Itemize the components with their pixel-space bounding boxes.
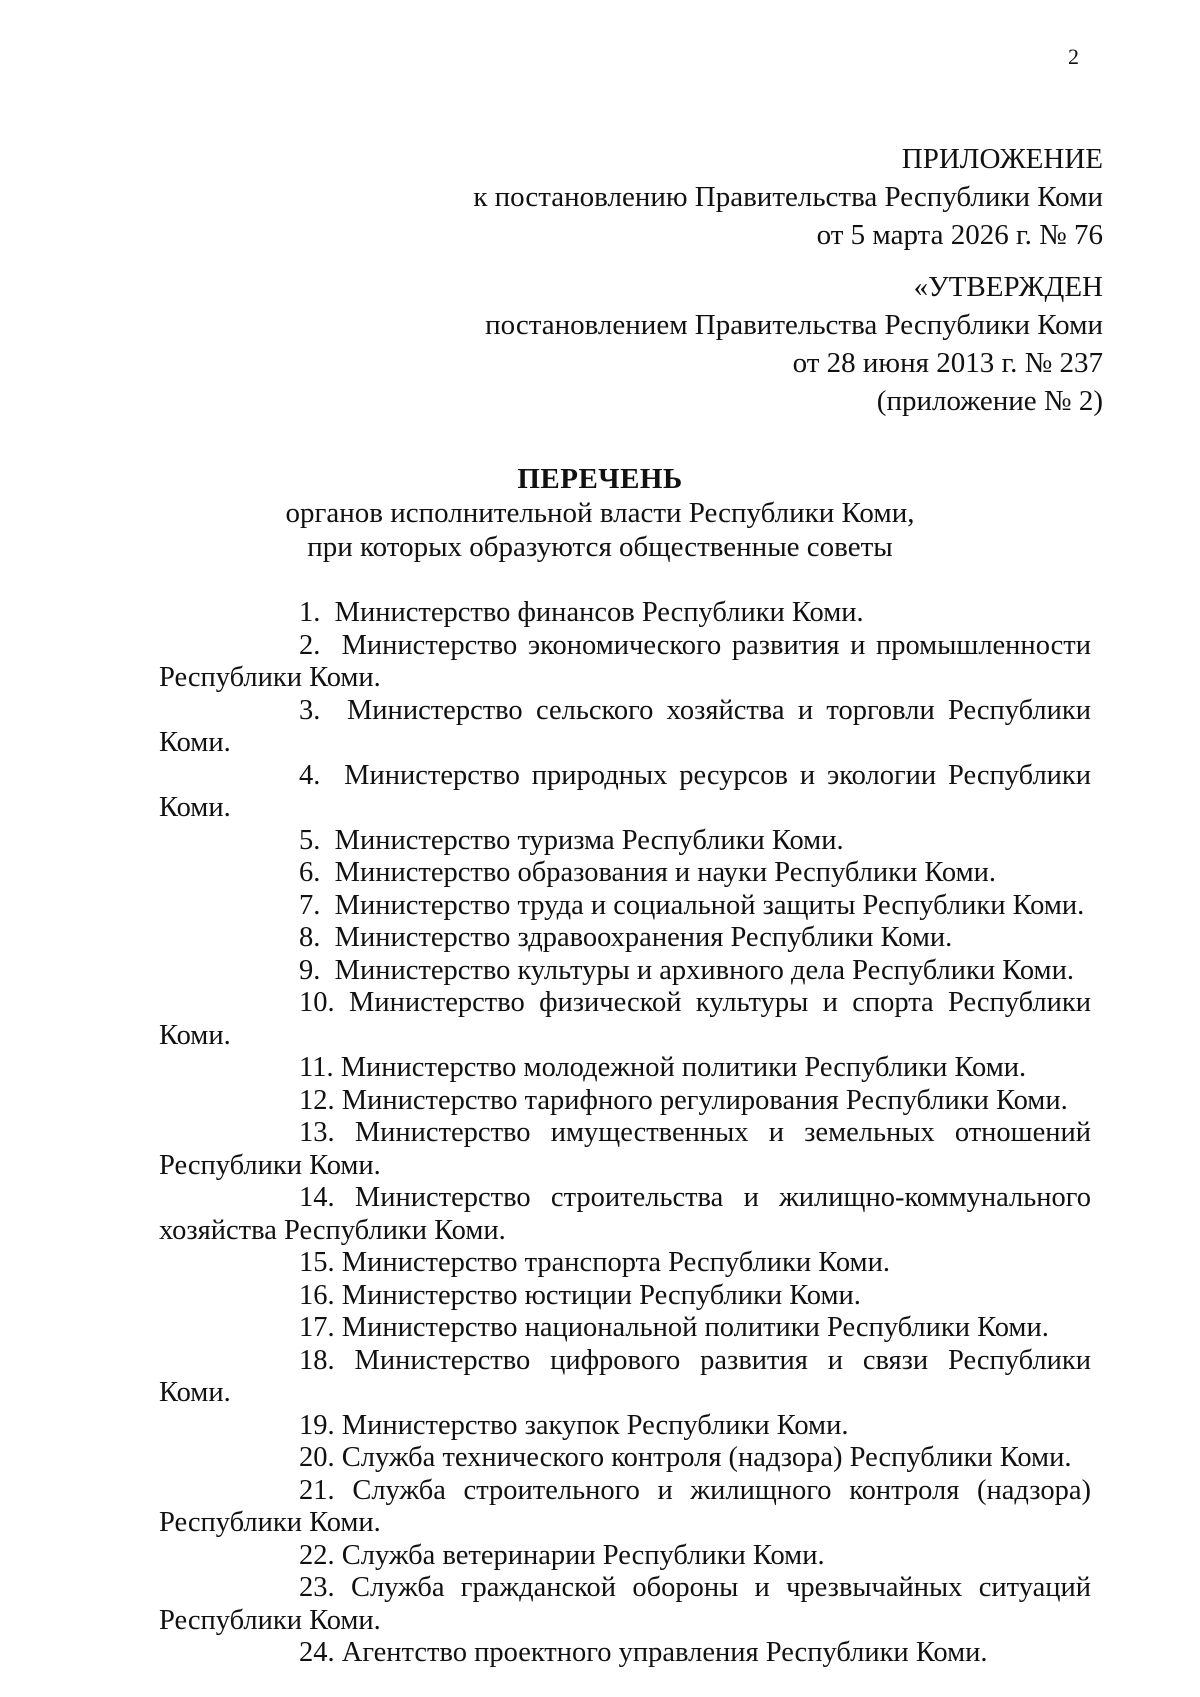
list-item bbox=[159, 1475, 1091, 1540]
list-item bbox=[159, 760, 1091, 825]
list-item bbox=[159, 630, 1091, 695]
list-item-number: 18. bbox=[299, 1344, 335, 1376]
list-item bbox=[159, 695, 1091, 760]
list-item bbox=[159, 1280, 1091, 1313]
list-item-text: Министерство молодежной политики Республики Коми. bbox=[340, 1052, 1027, 1083]
list-item-number: 8. bbox=[299, 922, 321, 953]
list-item-number: 14. bbox=[299, 1182, 335, 1213]
list-item-text: Министерство образования и науки Республики Коми. bbox=[334, 857, 997, 888]
list-item-number: 7. bbox=[299, 889, 321, 921]
heading-subtitle-1: органов исполнительной власти Республики Коми, bbox=[285, 497, 915, 529]
list-item bbox=[159, 597, 1091, 630]
list-item bbox=[159, 1052, 1091, 1085]
heading-title: ПЕРЕЧЕНЬ bbox=[517, 463, 683, 495]
list-item bbox=[159, 1540, 1091, 1573]
list-item bbox=[159, 922, 1091, 955]
list-item-text: Министерство строительства и жилищно-коммунального хозяйства Республики Коми. bbox=[159, 1182, 1091, 1246]
list-item-number: 16. bbox=[299, 1279, 335, 1311]
list-item-number: 3. bbox=[299, 694, 321, 726]
approved-title: «УТВЕРЖДЕН bbox=[913, 271, 1103, 303]
list-item-number: 6. bbox=[299, 857, 321, 888]
list-item-text: Министерство тарифного регулирования Республики Коми. bbox=[341, 1084, 1068, 1116]
list-item-text: Министерство труда и социальной защиты Республики Коми. bbox=[334, 889, 1085, 921]
annex-title: ПРИЛОЖЕНИЕ bbox=[901, 143, 1103, 175]
list-item-text: Служба ветеринарии Республики Коми. bbox=[341, 1539, 825, 1571]
annex-line-2: от 5 марта 2026 г. № 76 bbox=[816, 219, 1103, 251]
list-item-number: 1. bbox=[299, 597, 321, 628]
list-item bbox=[159, 1312, 1091, 1345]
list-item-text: Министерство юстиции Республики Коми. bbox=[341, 1279, 861, 1311]
heading-subtitle-2: при которых образуются общественные советы bbox=[307, 531, 893, 563]
list-item bbox=[159, 1182, 1091, 1247]
list-item-number: 17. bbox=[299, 1312, 335, 1343]
approved-line-3: (приложение № 2) bbox=[876, 385, 1103, 417]
list-item-text: Министерство культуры и архивного дела Республики Коми. bbox=[334, 954, 1074, 986]
list-item-text: Министерство сельского хозяйства и торговли Республики Коми. bbox=[159, 694, 1092, 758]
list-item-text: Министерство имущественных и земельных отношений Республики Коми. bbox=[159, 1117, 1092, 1181]
list-item-number: 12. bbox=[299, 1084, 335, 1116]
list-item bbox=[159, 1572, 1091, 1637]
list-item-number: 4. bbox=[299, 759, 321, 791]
list-item bbox=[159, 825, 1091, 858]
list-item-number: 5. bbox=[299, 824, 321, 856]
list-item-text: Министерство туризма Республики Коми. bbox=[334, 824, 844, 856]
approved-block bbox=[485, 268, 1103, 420]
list-item-text: Министерство закупок Республики Коми. bbox=[341, 1409, 849, 1441]
page-number: 2 bbox=[1068, 44, 1079, 69]
list-item-text: Агентство проектного управления Республики Коми. bbox=[341, 1637, 988, 1668]
list-item-text: Служба гражданской обороны и чрезвычайных ситуаций Республики Коми. bbox=[159, 1572, 1091, 1636]
list-item bbox=[159, 955, 1091, 988]
list-item bbox=[159, 1117, 1091, 1182]
list-item-number: 15. bbox=[299, 1247, 335, 1278]
list-item-number: 20. bbox=[299, 1442, 335, 1473]
list-item bbox=[159, 987, 1091, 1052]
list-item-number: 19. bbox=[299, 1409, 335, 1441]
list-item-text: Министерство здравоохранения Республики Коми. bbox=[334, 922, 953, 953]
list-item-number: 9. bbox=[299, 954, 321, 986]
annex-line-1: к постановлению Правительства Республики Коми bbox=[473, 181, 1103, 213]
approved-line-2: от 28 июня 2013 г. № 237 bbox=[792, 347, 1103, 379]
list-item bbox=[159, 1637, 1091, 1670]
annex-block bbox=[473, 140, 1103, 254]
list-item-number: 13. bbox=[299, 1117, 335, 1148]
list-item-text: Министерство природных ресурсов и экологии Республики Коми. bbox=[159, 759, 1092, 823]
document-heading bbox=[0, 462, 1200, 564]
agencies-list bbox=[159, 597, 1091, 1670]
list-item-number: 22. bbox=[299, 1539, 335, 1571]
list-item-number: 21. bbox=[299, 1474, 335, 1506]
list-item-number: 10. bbox=[299, 987, 335, 1018]
list-item bbox=[159, 857, 1091, 890]
list-item-text: Министерство физической культуры и спорта Республики Коми. bbox=[159, 987, 1092, 1051]
list-item-text: Министерство экономического развития и промышленности Республики Коми. bbox=[159, 629, 1092, 693]
list-item-number: 23. bbox=[299, 1572, 335, 1603]
list-item bbox=[159, 1247, 1091, 1280]
list-item bbox=[159, 1410, 1091, 1443]
list-item-text: Министерство национальной политики Республики Коми. bbox=[341, 1312, 1049, 1343]
list-item-text: Министерство финансов Республики Коми. bbox=[334, 597, 864, 628]
list-item-text: Служба технического контроля (надзора) Республики Коми. bbox=[341, 1442, 1072, 1473]
list-item-number: 24. bbox=[299, 1637, 335, 1668]
list-item bbox=[159, 1442, 1091, 1475]
list-item-number: 11. bbox=[299, 1052, 334, 1083]
list-item-number: 2. bbox=[299, 629, 321, 661]
list-item bbox=[159, 1085, 1091, 1118]
list-item-text: Служба строительного и жилищного контроля (надзора) Республики Коми. bbox=[159, 1474, 1092, 1538]
list-item bbox=[159, 890, 1091, 923]
list-item-text: Министерство цифрового развития и связи Республики Коми. bbox=[159, 1344, 1092, 1408]
approved-line-1: постановлением Правительства Республики Коми bbox=[485, 309, 1103, 341]
list-item-text: Министерство транспорта Республики Коми. bbox=[341, 1247, 890, 1278]
list-item bbox=[159, 1345, 1091, 1410]
